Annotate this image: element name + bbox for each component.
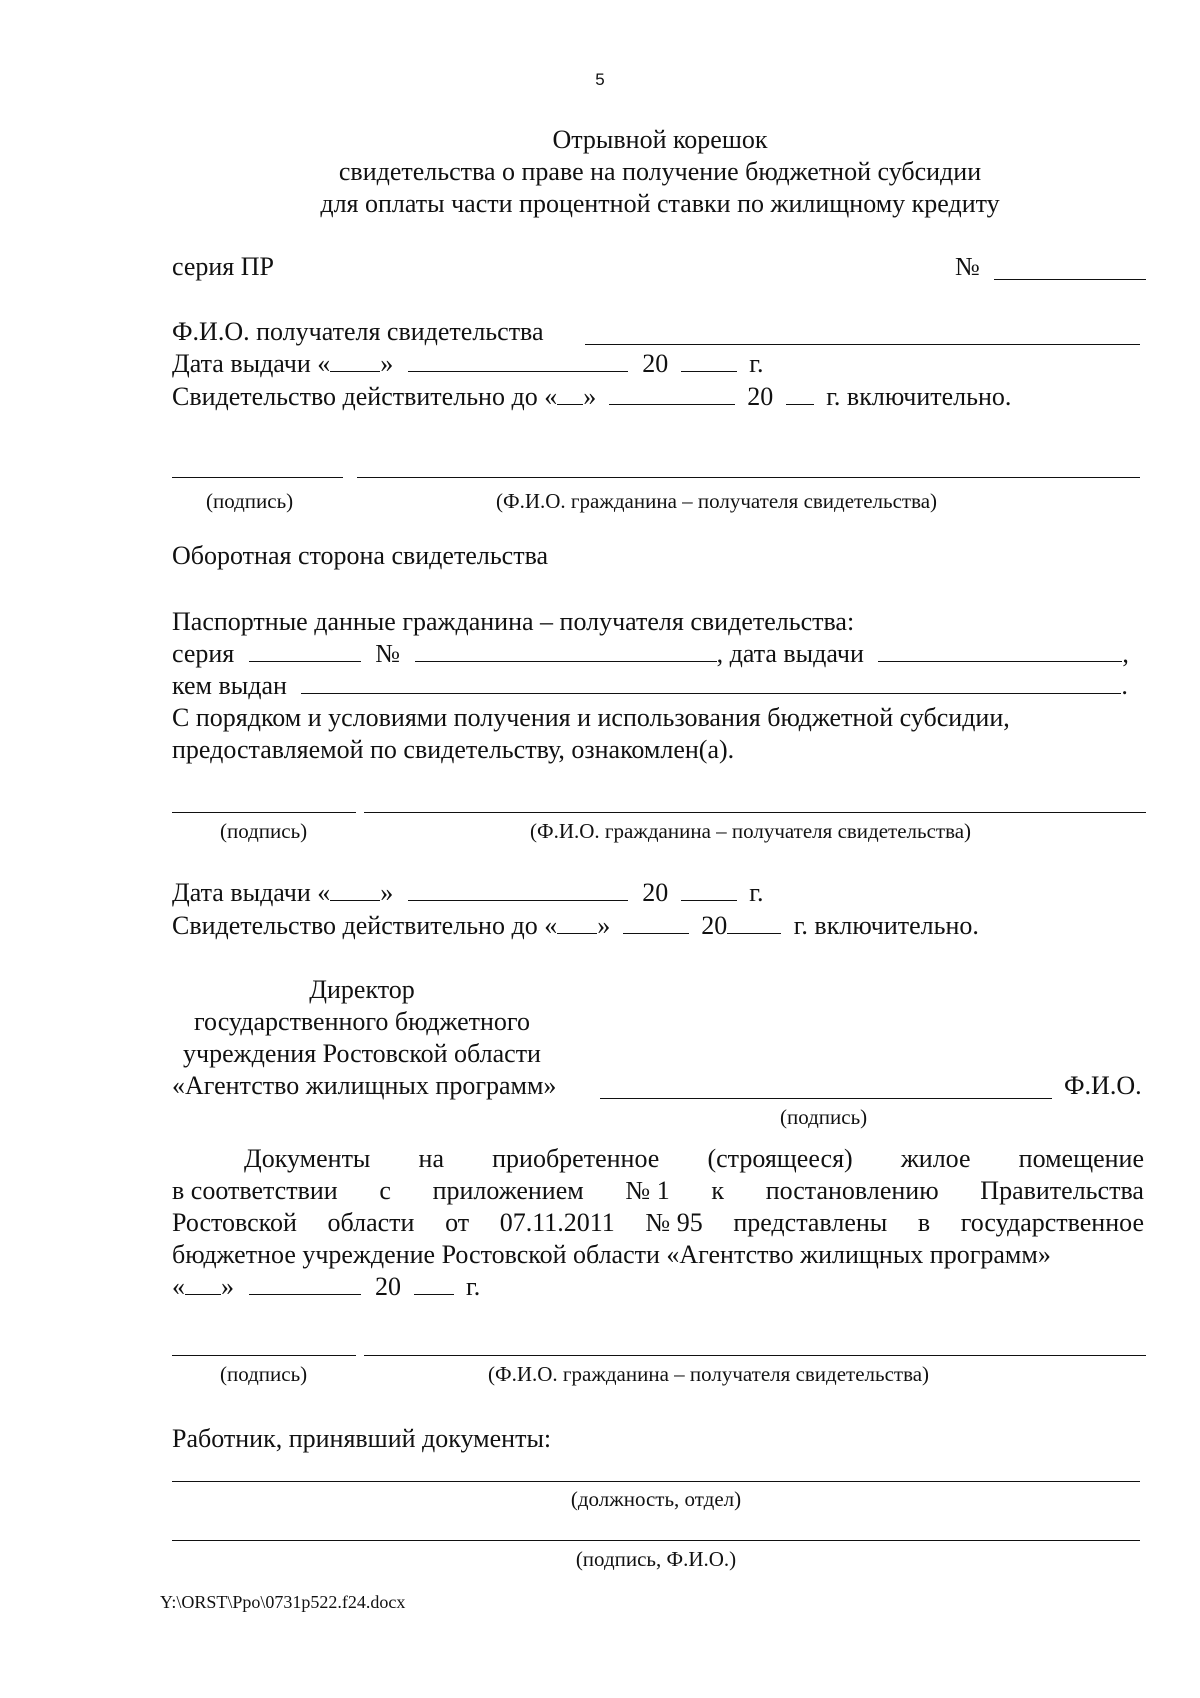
stub-fio-signature-field[interactable] xyxy=(357,477,1140,478)
documents-signature-caption: (подпись) xyxy=(220,1362,308,1386)
worker-position-caption: (должность, отдел) xyxy=(570,1487,742,1511)
documents-line-1 xyxy=(172,1143,1144,1175)
passport-number-label: № xyxy=(375,639,401,668)
passport-series-field[interactable] xyxy=(249,639,361,662)
reverse-issue-year-field[interactable] xyxy=(681,878,737,901)
worker-position-field[interactable] xyxy=(172,1481,1140,1482)
reverse-issue-date-line xyxy=(172,877,764,909)
stub-signature-caption: (подпись) xyxy=(206,489,294,513)
passport-issue-date-label: , дата выдачи xyxy=(716,639,864,668)
passport-issued-by-field[interactable] xyxy=(301,671,1121,694)
director-signature-field[interactable] xyxy=(600,1098,1052,1099)
familiar-line-1: С порядком и условиями получения и использования бюджетной субсидии, xyxy=(172,703,1010,732)
stub-issue-month-field[interactable] xyxy=(408,349,628,372)
reverse-valid-month-field[interactable] xyxy=(623,911,689,934)
stub-valid-month-field[interactable] xyxy=(609,382,735,405)
title-line-2: свидетельства о праве на получение бюджетной субсидии xyxy=(338,157,982,186)
reverse-valid-year-prefix: 20 xyxy=(701,911,728,940)
doc-word: приложением xyxy=(432,1176,584,1205)
documents-date-close: » xyxy=(221,1272,234,1301)
documents-paragraph xyxy=(172,1143,1144,1303)
documents-date-line xyxy=(172,1271,1144,1303)
passport-period: . xyxy=(1121,671,1128,700)
doc-word: помещение xyxy=(1018,1144,1144,1173)
title-line-1: Отрывной корешок xyxy=(552,125,768,154)
stub-issue-date-prefix: Дата выдачи « xyxy=(172,349,331,378)
director-line-2: государственного бюджетного xyxy=(194,1007,530,1036)
doc-word: от xyxy=(445,1208,470,1237)
reverse-issue-month-field[interactable] xyxy=(408,878,628,901)
documents-line-3 xyxy=(172,1207,1144,1239)
documents-line-2 xyxy=(172,1175,1144,1207)
doc-word: в соответствии xyxy=(172,1176,338,1205)
reverse-issue-year-prefix: 20 xyxy=(642,878,669,907)
reverse-issue-date-close: » xyxy=(380,878,394,907)
stub-signature-field[interactable] xyxy=(172,477,343,478)
page-number: 5 xyxy=(595,70,605,89)
documents-day-field[interactable] xyxy=(185,1272,221,1295)
director-fio: Ф.И.О. xyxy=(1064,1071,1142,1100)
doc-word: к xyxy=(711,1176,725,1205)
doc-word: постановлению xyxy=(765,1176,939,1205)
stub-fio-caption: (Ф.И.О. гражданина – получателя свидетельства) xyxy=(496,489,938,513)
reverse-issue-date-prefix: Дата выдачи « xyxy=(172,878,331,907)
passport-series-line xyxy=(172,638,1129,670)
stub-valid-line xyxy=(172,381,1011,413)
doc-word: в xyxy=(917,1208,931,1237)
doc-word: приобретенное xyxy=(492,1144,660,1173)
stub-fio-field[interactable] xyxy=(585,344,1140,345)
worker-signature-caption: (подпись, Ф.И.О.) xyxy=(575,1547,737,1571)
stub-series-label: серия ПР xyxy=(172,252,275,281)
stub-valid-day-field[interactable] xyxy=(557,382,583,405)
stub-valid-close: » xyxy=(583,382,597,411)
stub-number-field[interactable] xyxy=(994,279,1146,280)
stub-valid-year-field[interactable] xyxy=(786,382,814,405)
documents-date-open: « xyxy=(172,1272,185,1301)
documents-signature-field[interactable] xyxy=(172,1355,356,1356)
reverse-valid-day-field[interactable] xyxy=(557,911,597,934)
doc-word: на xyxy=(418,1144,444,1173)
stub-issue-date-line xyxy=(172,348,764,380)
stub-issue-year-field[interactable] xyxy=(681,349,737,372)
footer-file-path: Y:\ORST\Ppo\0731p522.f24.docx xyxy=(160,1592,406,1612)
passport-issued-by-line xyxy=(172,670,1128,702)
reverse-fio-signature-field[interactable] xyxy=(364,812,1146,813)
documents-line-4: бюджетное учреждение Ростовской области «Агентство жилищных программ» xyxy=(172,1240,1051,1269)
stub-valid-year-prefix: 20 xyxy=(747,382,774,411)
director-signature-caption: (подпись) xyxy=(780,1105,868,1129)
director-line-1: Директор xyxy=(309,975,415,1004)
stub-valid-suffix: г. включительно. xyxy=(826,382,1012,411)
doc-word: Ростовской xyxy=(172,1208,297,1237)
title-line-3: для оплаты части процентной ставки по жилищному кредиту xyxy=(320,189,1000,218)
documents-month-field[interactable] xyxy=(249,1272,361,1295)
reverse-valid-close: » xyxy=(597,911,611,940)
reverse-valid-year-field[interactable] xyxy=(727,911,781,934)
reverse-issue-year-suffix: г. xyxy=(749,878,764,907)
passport-issue-date-field[interactable] xyxy=(878,639,1122,662)
doc-word: Правительства xyxy=(980,1176,1144,1205)
reverse-heading: Оборотная сторона свидетельства xyxy=(172,541,549,570)
doc-word: Документы xyxy=(244,1144,371,1173)
director-line-3: учреждения Ростовской области xyxy=(183,1039,541,1068)
stub-issue-year-suffix: г. xyxy=(749,349,764,378)
reverse-issue-day-field[interactable] xyxy=(330,878,380,901)
stub-fio-label: Ф.И.О. получателя свидетельства xyxy=(172,317,544,346)
reverse-signature-field[interactable] xyxy=(172,812,356,813)
doc-word: с xyxy=(379,1176,391,1205)
documents-year-prefix: 20 xyxy=(375,1272,401,1301)
passport-comma: , xyxy=(1122,639,1129,668)
reverse-fio-caption: (Ф.И.О. гражданина – получателя свидетельства) xyxy=(530,819,972,843)
doc-word: области xyxy=(327,1208,415,1237)
stub-valid-prefix: Свидетельство действительно до « xyxy=(172,382,558,411)
worker-heading: Работник, принявший документы: xyxy=(172,1424,552,1453)
documents-fio-signature-field[interactable] xyxy=(364,1355,1146,1356)
doc-word: № 95 xyxy=(645,1208,703,1237)
passport-series-label: серия xyxy=(172,639,235,668)
passport-issued-by-label: кем выдан xyxy=(172,671,287,700)
stub-issue-day-field[interactable] xyxy=(330,349,380,372)
familiar-line-2: предоставляемой по свидетельству, ознакомлен(а). xyxy=(172,735,735,764)
documents-fio-caption: (Ф.И.О. гражданина – получателя свидетельства) xyxy=(488,1362,930,1386)
doc-word: государственное xyxy=(960,1208,1144,1237)
documents-year-suffix: г. xyxy=(466,1272,481,1301)
worker-signature-field[interactable] xyxy=(172,1540,1140,1541)
reverse-valid-suffix: г. включительно. xyxy=(793,911,979,940)
reverse-signature-caption: (подпись) xyxy=(220,819,308,843)
reverse-valid-line xyxy=(172,910,979,942)
reverse-valid-prefix: Свидетельство действительно до « xyxy=(172,911,558,940)
doc-word: № 1 xyxy=(625,1176,670,1205)
doc-word: 07.11.2011 xyxy=(499,1208,615,1237)
stub-issue-year-prefix: 20 xyxy=(642,349,669,378)
director-line-4: «Агентство жилищных программ» xyxy=(172,1071,557,1100)
doc-word: представлены xyxy=(733,1208,888,1237)
stub-issue-date-close: » xyxy=(380,349,394,378)
doc-word: (строящееся) xyxy=(707,1144,853,1173)
passport-label: Паспортные данные гражданина – получателя свидетельства: xyxy=(172,607,855,636)
documents-year-field[interactable] xyxy=(414,1272,454,1295)
stub-number-label: № xyxy=(955,252,980,281)
passport-number-field[interactable] xyxy=(415,639,717,662)
doc-word: жилое xyxy=(900,1144,971,1173)
